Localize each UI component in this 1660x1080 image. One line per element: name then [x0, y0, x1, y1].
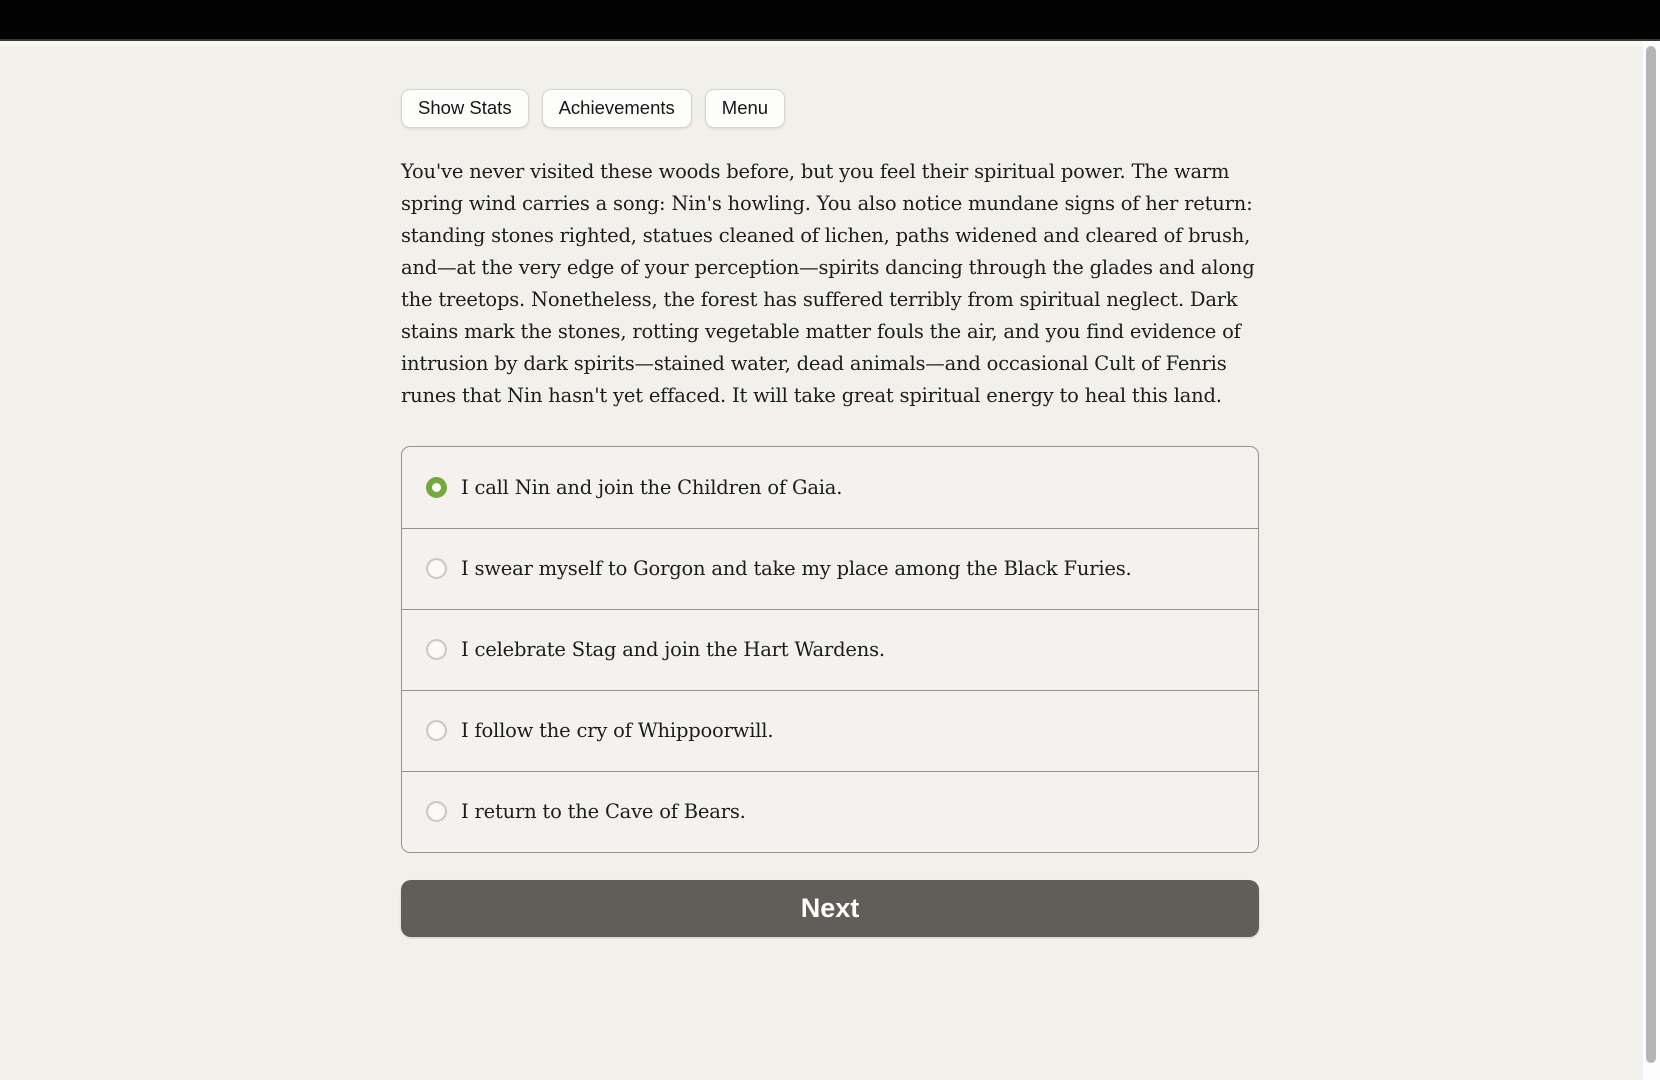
- scrollbar-thumb[interactable]: [1646, 46, 1656, 1063]
- choice-option-hart-wardens[interactable]: [402, 609, 1258, 690]
- choice-label: I call Nin and join the Children of Gaia.: [461, 475, 843, 499]
- toolbar: [401, 89, 1259, 128]
- choice-label: I swear myself to Gorgon and take my place among the Black Furies.: [461, 557, 1132, 581]
- radio-selected-icon[interactable]: [426, 477, 447, 498]
- menu-button[interactable]: Menu: [705, 89, 785, 128]
- radio-unselected-icon[interactable]: [426, 558, 447, 579]
- radio-unselected-icon[interactable]: [426, 639, 447, 660]
- radio-unselected-icon[interactable]: [426, 801, 447, 822]
- choice-label: I follow the cry of Whippoorwill.: [461, 719, 774, 743]
- choice-option-whippoorwill[interactable]: [402, 690, 1258, 771]
- choice-option-cave-of-bears[interactable]: [402, 771, 1258, 852]
- show-stats-button[interactable]: Show Stats: [401, 89, 529, 128]
- choice-option-black-furies[interactable]: [402, 528, 1258, 609]
- top-bar: [0, 0, 1660, 41]
- content-column: [401, 47, 1259, 937]
- story-paragraph: You've never visited these woods before, but you feel their spiritual power. The warm spring wind carries a song: Nin's howling. You also notice mundane signs of her return: standing stones righted, statues cleaned of lichen, paths widened and cleared of brush, and—at the very edge of your perception—spirits dancing through the glades and along the treetops. Nonetheless, the forest has suffered terribly from spiritual neglect. Dark stains mark the stones, rotting vegetable matter fouls the air, and you find evidence of intrusion by dark spirits—stained water, dead animals—and occasional Cult of Fenris runes that Nin hasn't yet effaced. It will take great spiritual energy to heal this land.: [401, 160, 1255, 407]
- scrollbar-track[interactable]: [1643, 41, 1660, 1080]
- choice-label: I return to the Cave of Bears.: [461, 800, 746, 824]
- achievements-button[interactable]: Achievements: [542, 89, 692, 128]
- radio-unselected-icon[interactable]: [426, 720, 447, 741]
- choice-option-children-of-gaia[interactable]: [402, 447, 1258, 528]
- next-button[interactable]: Next: [401, 880, 1259, 937]
- choice-label: I celebrate Stag and join the Hart Wardens.: [461, 638, 885, 662]
- choice-group: [401, 446, 1259, 853]
